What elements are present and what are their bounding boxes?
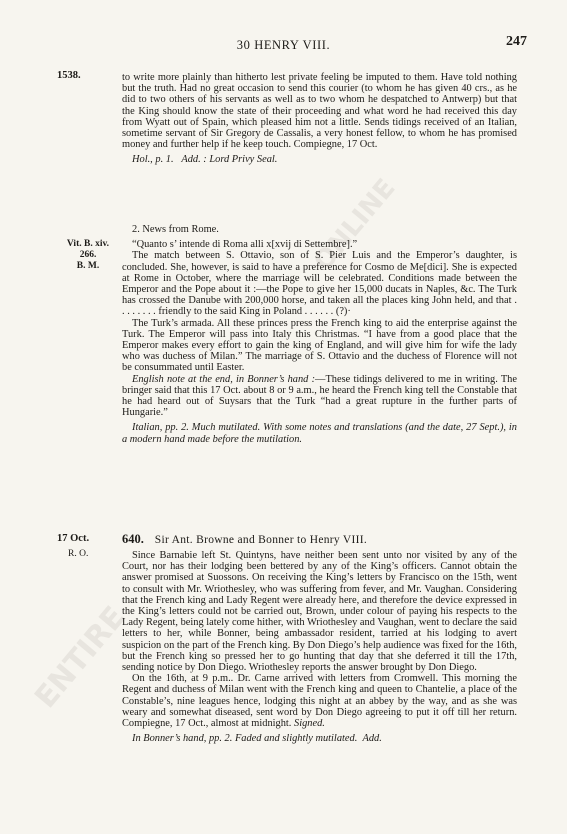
ref-label: Vit. B. xiv.	[66, 239, 110, 249]
body-paragraph: to write more plainly than hitherto lest private feeling be imputed to them. Have told nothing but the truth. Had no great occasion to send this courier (to whom he has given 40 crs., as he did to two others of his servants as well as to two whom he despatched to Antwerp) but that the King should know the state of their proceeding and what word he had received this day from Wyatt out of Spain, which pleased him not a little. Sends tidings received of an Italian, sometime servant of Sir Gregory de Cassalis, a very honest fellow, to whom he has promised money and further help if he keep touch. Compiegne, 17 Oct.	[122, 72, 517, 151]
watermark: ENTIRE	[28, 599, 133, 716]
margin-year: 1538.	[57, 70, 81, 81]
hol-note: Hol., p. 1.	[132, 154, 174, 166]
letter-continuation	[122, 72, 517, 166]
margin-date: 17 Oct.	[57, 533, 90, 544]
watermark: ONLINE	[308, 173, 402, 277]
body-paragraph: The Turk’s armada. All these princes press the French king to aid the enterprise against the Turk. The Emperor will pass into Italy this Christmas. “I have from a good place that the Emperor makes every effort to gain the king of England, and will give him for wife the lady who was duchess of Milan.” The marriage of S. Ottavio and the duchess of Florence will not be consummated until Easter.	[122, 317, 517, 374]
page-number: 247	[506, 34, 527, 49]
source-note	[122, 154, 517, 165]
entry-heading	[122, 532, 517, 547]
body-paragraph: The match between S. Ottavio, son of S. Pier Luis and the Emperor’s daughter, is concluded. She, however, is said to have a preference for Cosmo de Me[dici]. She is expected at Rome in October, where the marriage will be celebrated. Conditions made between the Emperor and the Pope about it :—the Pope to give her 15,000 ducats in Naples, &c. The Turk has crossed the Danube with 200,000 horse, and taken all the places king John held, and that . . . . . . . . friendly to the said King in Poland . . . . . . (?)·	[122, 250, 517, 318]
address-note: Add.	[362, 733, 382, 745]
news-from-rome	[122, 224, 517, 445]
ref-collection: B. M.	[76, 261, 100, 271]
paragraph-text: On the 16th, at 9 p.m.. Dr. Carne arrived with letters from Cromwell. This morning the Regent and duchess of Milan went with the French king and queen to Chantelie, a place of the Constable’s, nine leagues hence, lodging this night at an abbey by the way, and as she was weary and somewhat diseased, sent word by Don Diego agreeing to put it off till her return. Compiegne, 17 Oct., almost at midnight.	[122, 673, 517, 730]
source-note	[122, 733, 517, 744]
note-label: English note at the end, in Bonner’s hand :	[132, 373, 316, 385]
margin-ref-ro: R. O.	[68, 549, 89, 559]
signed-note: Signed.	[294, 718, 325, 730]
body-paragraph: Since Barnabie left St. Quintyns, have neither been sent unto nor visited by any of the Court, nor has their lodging been bettered by any of the King’s officers. Cannot obtain the answer promised at Suossons. On receiving the King’s letters by Francisco on the 15th, went to consult with Mr. Wriothesley, who was suffering from fever, and Mr. Vaughan. Considering that the French king and Lady Regent were already here, and therefore the device expressed in the King’s letters could not be carried out, Brown, under colour of paying his respects to the Lady Regent, being lately come hither, with Wriothesley and Vaughan, went to declare the said letters to her, while Bonner, being ambassador resident, tarried at his lodging to avert suspicion on the part of the French king. By Don Diego’s help audience was fixed for the 16th, but the French king so pressed her to go hunting that day that she deferred it till the 17th, sending notice by Don Diego. Wriothesley reports the answer brought by Don Diego.	[122, 550, 517, 674]
italian-quote: “Quanto s’ intende di Roma alli x[xvij di Settembre].”	[132, 239, 358, 251]
note-text: —These tidings delivered to me in writing. The bringer said that this 17 Oct. about 8 or 9 a.m., he heard the French king tell the Constable that he had heard out of Suysars that the Turk “had a great rupture in the further parts of Hungarie.”	[122, 373, 517, 419]
margin-ref-vit	[57, 239, 119, 272]
section-heading: 2. News from Rome.	[132, 224, 219, 235]
italian-description: Italian, pp. 2. Much mutilated. With some notes and translations (and the date, 27 Sept.), in a modern hand made before the mutilation.	[122, 422, 517, 445]
english-note	[122, 374, 517, 419]
ref-folio: 266.	[79, 250, 97, 260]
entry-title: Sir Ant. Browne and Bonner to Henry VIII.	[154, 534, 368, 546]
letter-640	[122, 550, 517, 744]
footer-note: In Bonner’s hand, pp. 2. Faded and slightly mutilated.	[132, 733, 358, 745]
body-paragraph	[122, 673, 517, 729]
running-head: 30 HENRY VIII.	[236, 38, 331, 52]
entry-number: 640.	[122, 532, 144, 546]
address-note: Add. : Lord Privy Seal.	[181, 154, 278, 166]
